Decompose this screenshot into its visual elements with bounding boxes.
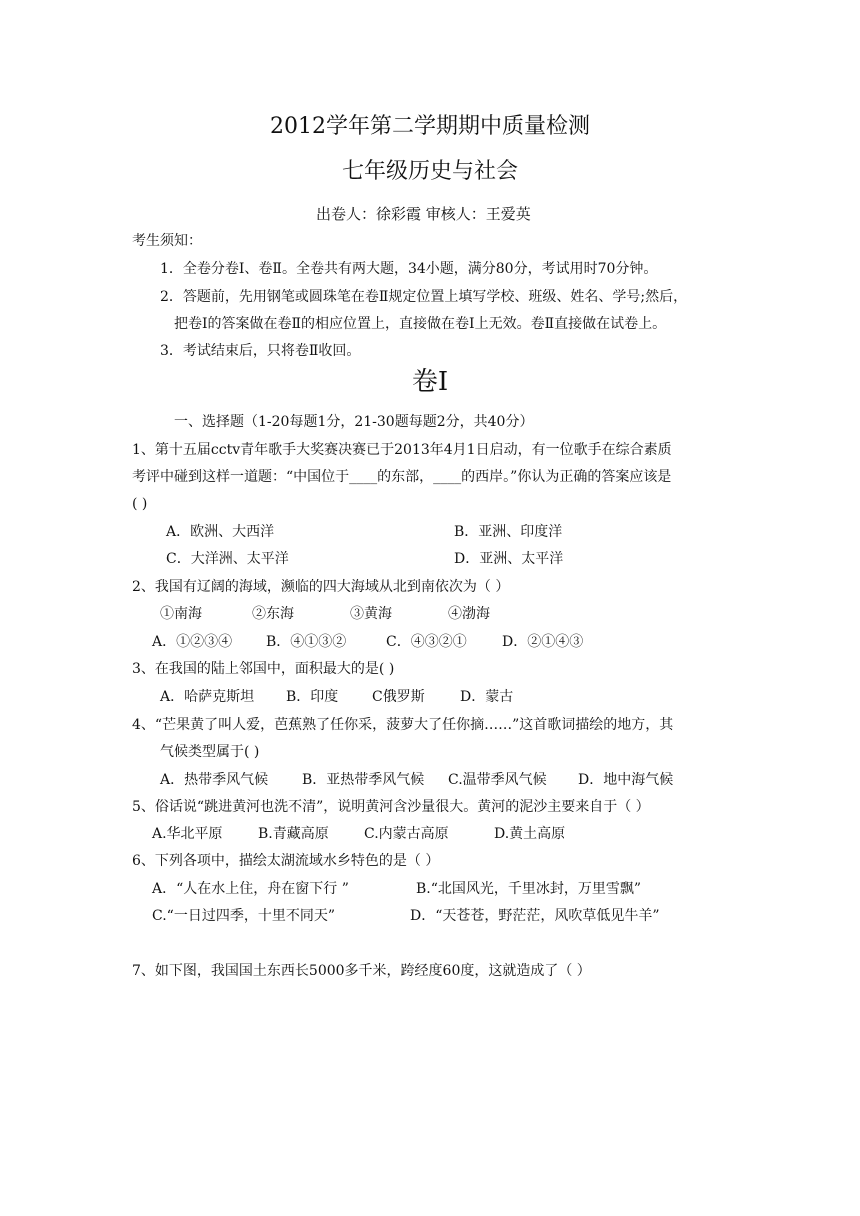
q6-option-b: B.“北国风光，千里冰封，万里雪飘” <box>416 881 642 897</box>
q3-option-d: D．蒙古 <box>460 689 514 705</box>
exam-authors: 出卷人：徐彩霞 审核人：王爱英 <box>316 205 531 223</box>
q6-option-a: A．“人在水上住，舟在窗下行 ” <box>152 881 349 897</box>
q1-option-b: B．亚洲、印度洋 <box>454 524 563 540</box>
q1-blank: ( ) <box>132 496 148 512</box>
q2-option-d: D．②①④③ <box>502 634 584 650</box>
q4-option-c: C.温带季风气候 <box>448 772 547 788</box>
notice-item-2-cont: 把卷Ⅰ的答案做在卷Ⅱ的相应位置上，直接做在卷Ⅰ上无效。卷Ⅱ直接做在试卷上。 <box>174 316 667 332</box>
notice-item-2: 2．答题前，先用钢笔或圆珠笔在卷Ⅱ规定位置上填写学校、班级、姓名、学号;然后， <box>160 289 688 305</box>
q1-option-c: C．大洋洲、太平洋 <box>166 551 289 567</box>
q2-option-a: A．①②③④ <box>152 634 233 650</box>
q2-line1: 2、我国有辽阔的海域，濒临的四大海域从北到南依次为（ ） <box>132 579 510 595</box>
q7-line1: 7、如下图，我国国土东西长5000多千米，跨经度60度，这就造成了（ ） <box>132 963 591 979</box>
q2-sea-3: ③黄海 <box>350 606 392 622</box>
q6-option-c: C.“一日过四季，十里不同天” <box>152 908 335 924</box>
volume-heading: 卷Ⅰ <box>411 367 449 397</box>
q5-line1: 5、俗话说“跳进黄河也洗不清”，说明黄河含沙量很大。黄河的泥沙主要来自于（ ） <box>132 799 650 815</box>
notice-item-3: 3．考试结束后，只将卷Ⅱ收回。 <box>160 343 361 359</box>
q4-line2: 气候类型属于( ) <box>160 744 260 760</box>
notice-heading: 考生须知： <box>132 233 202 249</box>
q3-option-c: C俄罗斯 <box>372 689 425 705</box>
q6-option-d: D．“天苍苍，野茫茫，风吹草低见牛羊” <box>410 908 660 924</box>
q2-option-b: B．④①③② <box>266 634 347 650</box>
q3-option-a: A．哈萨克斯坦 <box>160 689 255 705</box>
q1-option-a: A．欧洲、大西洋 <box>166 524 275 540</box>
q2-sea-4: ④渤海 <box>448 606 490 622</box>
section-heading: 一、选择题（1-20每题1分，21-30题每题2分，共40分） <box>174 414 534 430</box>
q1-line2: 考评中碰到这样一道题：“中国位于____的东部，____的西岸。”你认为正确的答案应该是 <box>132 469 672 485</box>
q4-option-a: A．热带季风气候 <box>160 772 269 788</box>
q4-option-d: D．地中海气候 <box>578 772 674 788</box>
q2-option-c: C．④③②① <box>386 634 467 650</box>
notice-item-1: 1．全卷分卷Ⅰ、卷Ⅱ。全卷共有两大题，34小题，满分80分，考试用时70分钟。 <box>160 261 658 277</box>
q1-line1: 1、第十五届cctv青年歌手大奖赛决赛已于2013年4月1日启动，有一位歌手在综合素质 <box>132 442 672 458</box>
exam-title: 2012学年第二学期期中质量检测 <box>270 114 590 139</box>
q3-option-b: B．印度 <box>286 689 339 705</box>
q4-option-b: B．亚热带季风气候 <box>302 772 425 788</box>
exam-subject: 七年级历史与社会 <box>341 159 518 184</box>
q4-line1: 4、“芒果黄了叫人爱，芭蕉熟了任你采，菠萝大了任你摘……”这首歌词描绘的地方，其 <box>132 717 674 733</box>
q2-sea-1: ①南海 <box>160 606 202 622</box>
q2-sea-2: ②东海 <box>252 606 294 622</box>
q5-option-c: C.内蒙古高原 <box>364 826 449 842</box>
q5-option-b: B.青藏高原 <box>258 826 329 842</box>
q6-line1: 6、下列各项中，描绘太湖流域水乡特色的是（ ） <box>132 853 440 869</box>
q1-option-d: D．亚洲、太平洋 <box>454 551 564 567</box>
q3-line1: 3、在我国的陆上邻国中，面积最大的是( ) <box>132 661 395 677</box>
q5-option-a: A.华北平原 <box>152 826 223 842</box>
q5-option-d: D.黄土高原 <box>494 826 566 842</box>
